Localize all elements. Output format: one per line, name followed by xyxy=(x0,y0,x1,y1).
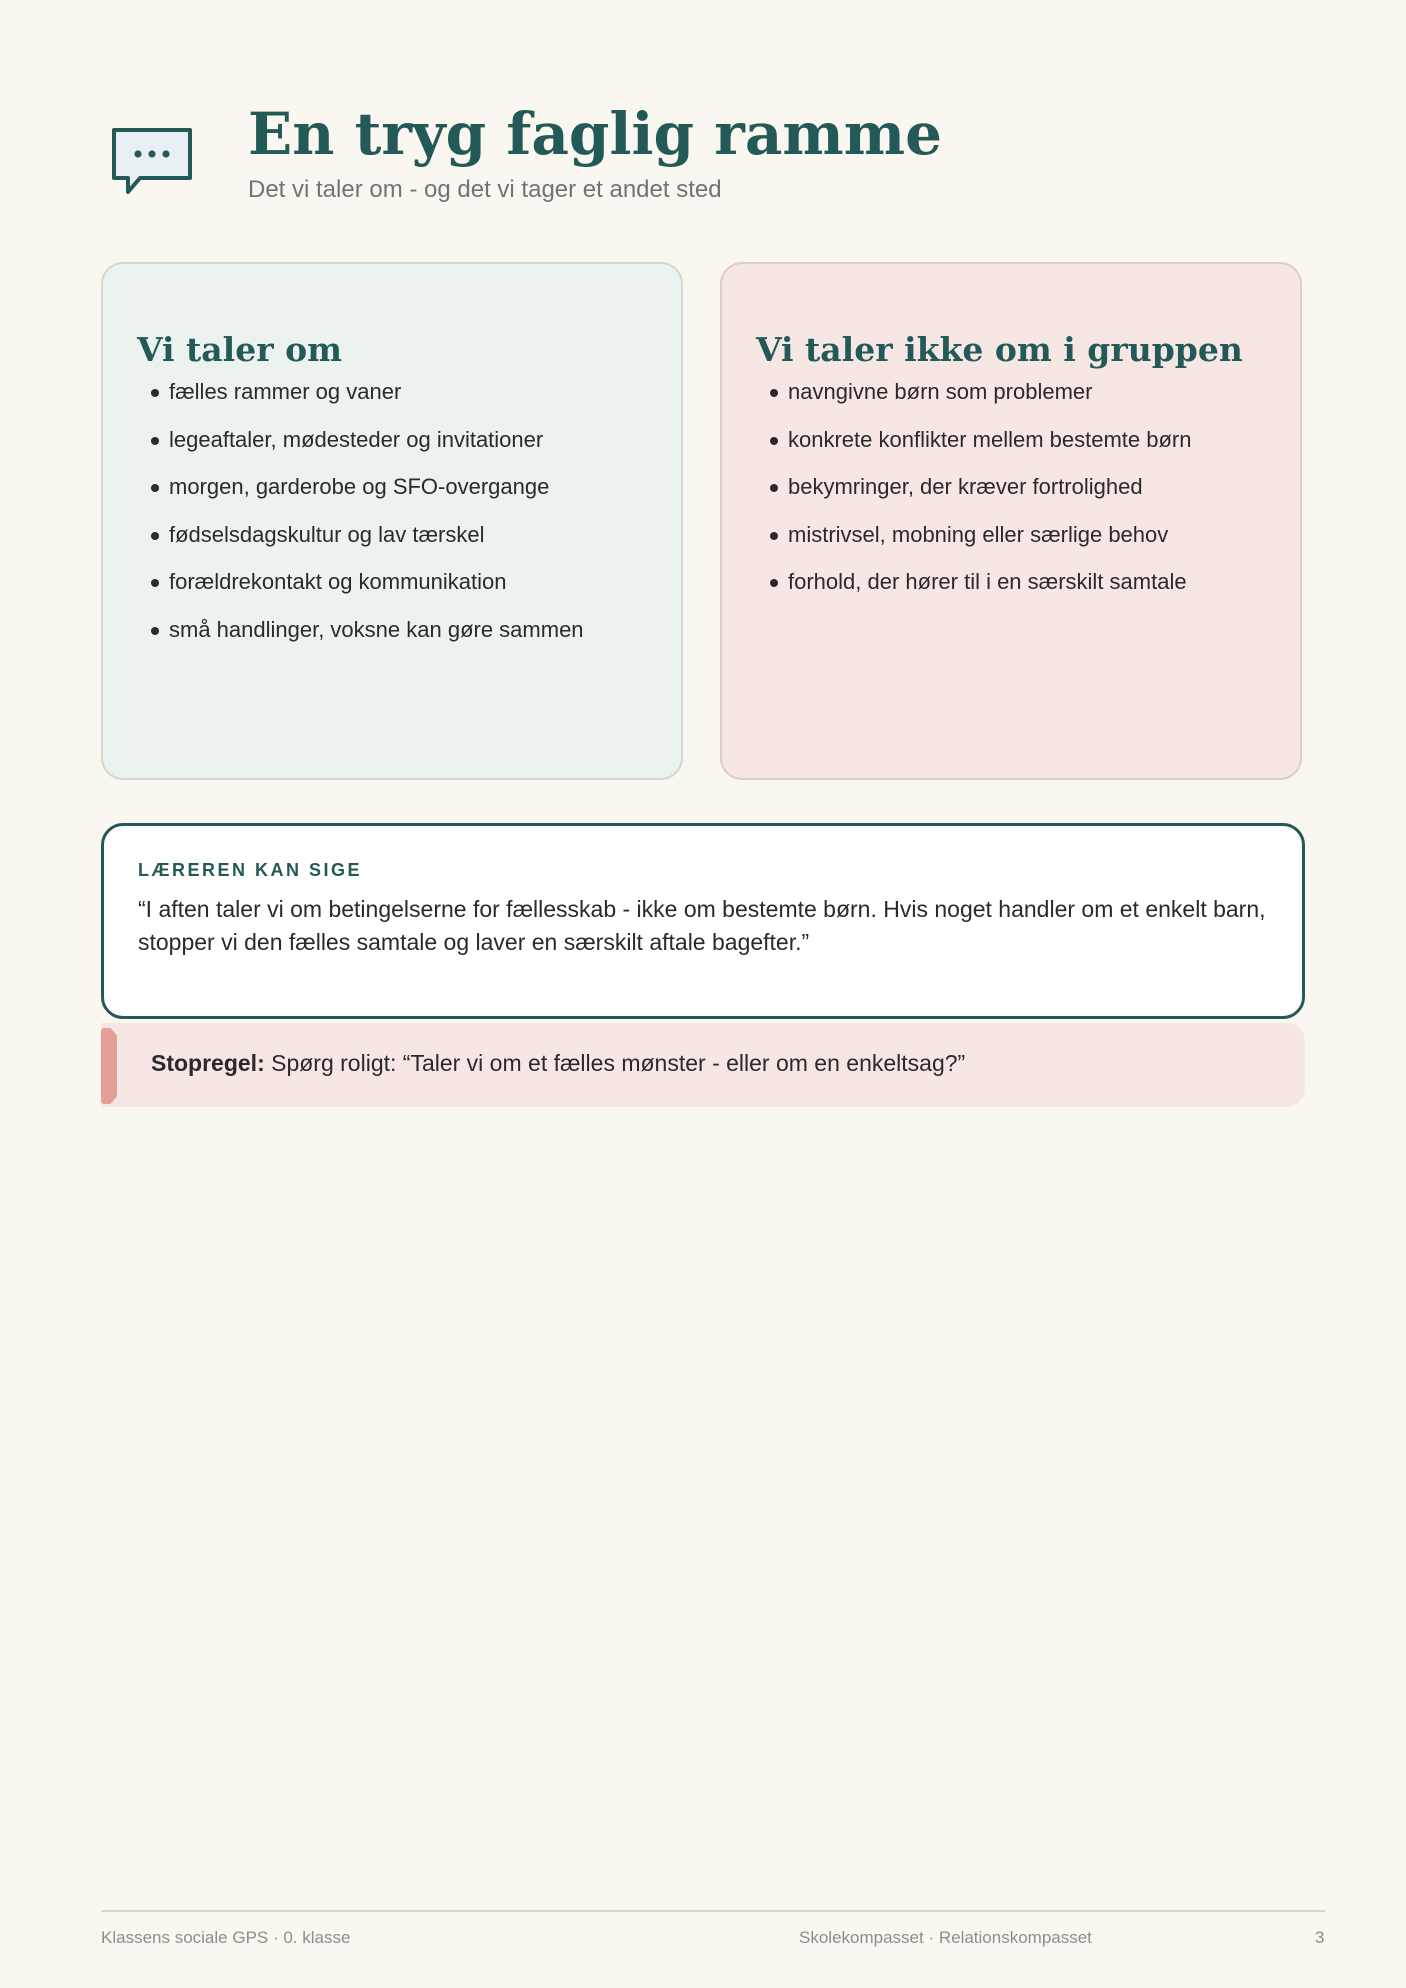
list-item: legeaftaler, mødesteder og invitationer xyxy=(151,427,649,453)
talk-about-list xyxy=(137,379,649,643)
page-title: En tryg faglig ramme xyxy=(248,100,943,168)
not-in-group-title: Vi taler ikke om i gruppen xyxy=(756,330,1243,369)
stop-rule-box xyxy=(101,1023,1305,1107)
talk-about-title: Vi taler om xyxy=(137,330,343,369)
list-item: bekymringer, der kræver fortrolighed xyxy=(770,474,1268,500)
list-item: konkrete konflikter mellem bestemte børn xyxy=(770,427,1268,453)
quote-text: “I aften taler vi om betingelserne for fællesskab - ikke om bestemte børn. Hvis noget handler om et enkelt barn, stopper vi den fælles samtale og laver en særskilt aftale bagefter.” xyxy=(138,896,1266,955)
footer-divider xyxy=(101,1910,1325,1912)
speech-bubble-icon xyxy=(110,126,194,198)
list-item: mistrivsel, mobning eller særlige behov xyxy=(770,522,1268,548)
quote-label: LÆREREN KAN SIGE xyxy=(138,860,363,880)
not-in-group-list xyxy=(756,379,1268,595)
talk-about-card xyxy=(101,262,683,780)
list-item: forældrekontakt og kommunikation xyxy=(151,569,649,595)
list-item: navngivne børn som problemer xyxy=(770,379,1268,405)
footer-center: Skolekompasset · Relationskompasset xyxy=(799,1928,1092,1947)
page-subtitle: Det vi taler om - og det vi tager et andet sted xyxy=(248,176,722,203)
list-item: fælles rammer og vaner xyxy=(151,379,649,405)
stop-rule-label: Stopregel: xyxy=(151,1050,265,1076)
stop-rule-text: Spørg roligt: “Taler vi om et fælles mønster - eller om en enkeltsag?” xyxy=(264,1050,966,1076)
list-item: fødselsdagskultur og lav tærskel xyxy=(151,522,649,548)
page-number: 3 xyxy=(1315,1928,1325,1947)
teacher-quote-box xyxy=(101,823,1305,1019)
footer-left: Klassens sociale GPS · 0. klasse xyxy=(101,1928,351,1947)
stop-rule-accent-bar xyxy=(101,1028,117,1104)
list-item: små handlinger, voksne kan gøre sammen xyxy=(151,617,649,643)
list-item: forhold, der hører til i en særskilt samtale xyxy=(770,569,1268,595)
not-in-group-card xyxy=(720,262,1302,780)
list-item: morgen, garderobe og SFO-overgange xyxy=(151,474,649,500)
